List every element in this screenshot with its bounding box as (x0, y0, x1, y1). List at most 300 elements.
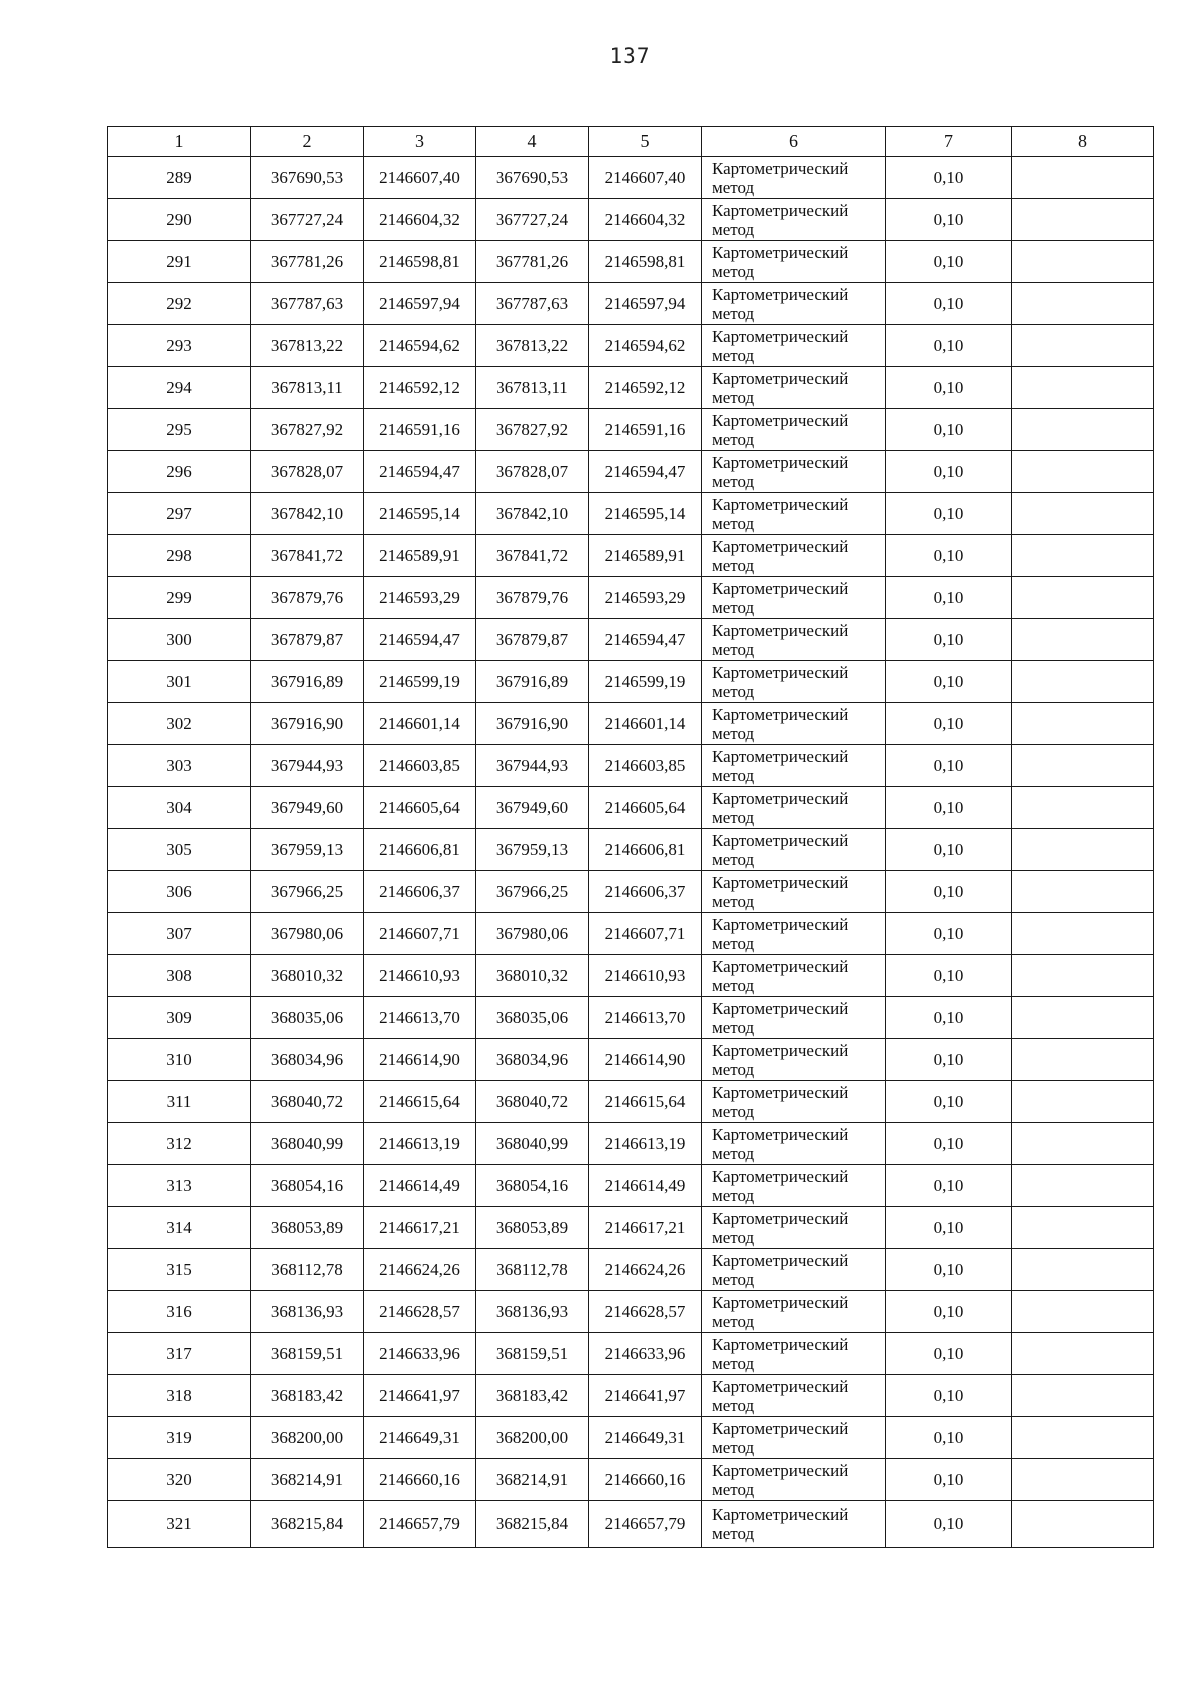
empty-cell (1012, 325, 1154, 367)
table-row (108, 997, 1154, 1039)
x-coordinate-cell: 368035,06 (476, 997, 589, 1039)
method-line-1: Картометрический (712, 326, 849, 346)
method-line-2: метод (712, 1311, 755, 1331)
x-coordinate-cell: 367828,07 (476, 451, 589, 493)
table-row (108, 1123, 1154, 1165)
method-cell (702, 367, 886, 409)
point-number-cell: 299 (108, 577, 251, 619)
x-coordinate-cell: 367781,26 (251, 241, 364, 283)
column-header: 1 (108, 127, 251, 157)
method-line-1: Картометрический (712, 1505, 849, 1524)
x-coordinate-cell: 367944,93 (476, 745, 589, 787)
method-line-1: Картометрический (712, 1460, 849, 1480)
method-line-2: метод (712, 807, 755, 827)
table-row (108, 1291, 1154, 1333)
empty-cell (1012, 1333, 1154, 1375)
x-coordinate-cell: 367949,60 (251, 787, 364, 829)
y-coordinate-cell: 2146605,64 (589, 787, 702, 829)
point-number-cell: 312 (108, 1123, 251, 1165)
table-row (108, 367, 1154, 409)
method-line-2: метод (712, 1524, 755, 1543)
method-line-2: метод (712, 1185, 755, 1205)
column-header: 7 (886, 127, 1012, 157)
y-coordinate-cell: 2146614,49 (364, 1165, 476, 1207)
method-cell (702, 1459, 886, 1501)
method-cell (702, 871, 886, 913)
y-coordinate-cell: 2146591,16 (589, 409, 702, 451)
table-row (108, 745, 1154, 787)
y-coordinate-cell: 2146628,57 (589, 1291, 702, 1333)
empty-cell (1012, 367, 1154, 409)
x-coordinate-cell: 368053,89 (476, 1207, 589, 1249)
empty-cell (1012, 199, 1154, 241)
accuracy-cell: 0,10 (886, 1375, 1012, 1417)
method-line-1: Картометрический (712, 1418, 849, 1438)
accuracy-cell: 0,10 (886, 1165, 1012, 1207)
table-row (108, 493, 1154, 535)
method-line-2: метод (712, 1017, 755, 1037)
y-coordinate-cell: 2146660,16 (364, 1459, 476, 1501)
method-line-2: метод (712, 849, 755, 869)
method-cell (702, 1039, 886, 1081)
y-coordinate-cell: 2146657,79 (589, 1501, 702, 1548)
y-coordinate-cell: 2146610,93 (589, 955, 702, 997)
x-coordinate-cell: 367813,11 (476, 367, 589, 409)
x-coordinate-cell: 367944,93 (251, 745, 364, 787)
table-row (108, 157, 1154, 199)
y-coordinate-cell: 2146614,90 (364, 1039, 476, 1081)
accuracy-cell: 0,10 (886, 787, 1012, 829)
point-number-cell: 290 (108, 199, 251, 241)
accuracy-cell: 0,10 (886, 913, 1012, 955)
point-number-cell: 297 (108, 493, 251, 535)
x-coordinate-cell: 368112,78 (251, 1249, 364, 1291)
method-line-1: Картометрический (712, 242, 849, 262)
point-number-cell: 314 (108, 1207, 251, 1249)
accuracy-cell: 0,10 (886, 1501, 1012, 1548)
point-number-cell: 289 (108, 157, 251, 199)
x-coordinate-cell: 367916,89 (476, 661, 589, 703)
x-coordinate-cell: 367916,90 (476, 703, 589, 745)
table-row (108, 1501, 1154, 1548)
y-coordinate-cell: 2146599,19 (589, 661, 702, 703)
x-coordinate-cell: 368214,91 (476, 1459, 589, 1501)
method-line-1: Картометрический (712, 1124, 849, 1144)
accuracy-cell: 0,10 (886, 1249, 1012, 1291)
x-coordinate-cell: 368112,78 (476, 1249, 589, 1291)
method-line-2: метод (712, 1395, 755, 1415)
method-cell (702, 493, 886, 535)
method-line-1: Картометрический (712, 1376, 849, 1396)
method-cell (702, 409, 886, 451)
empty-cell (1012, 241, 1154, 283)
point-number-cell: 302 (108, 703, 251, 745)
method-cell (702, 1249, 886, 1291)
method-cell (702, 325, 886, 367)
y-coordinate-cell: 2146606,37 (589, 871, 702, 913)
y-coordinate-cell: 2146606,81 (589, 829, 702, 871)
method-line-2: метод (712, 723, 755, 743)
empty-cell (1012, 535, 1154, 577)
method-cell (702, 199, 886, 241)
table-row (108, 661, 1154, 703)
method-line-1: Картометрический (712, 998, 849, 1018)
x-coordinate-cell: 368040,99 (476, 1123, 589, 1165)
y-coordinate-cell: 2146607,40 (364, 157, 476, 199)
point-number-cell: 304 (108, 787, 251, 829)
method-cell (702, 787, 886, 829)
x-coordinate-cell: 367959,13 (476, 829, 589, 871)
y-coordinate-cell: 2146598,81 (364, 241, 476, 283)
y-coordinate-cell: 2146597,94 (364, 283, 476, 325)
accuracy-cell: 0,10 (886, 871, 1012, 913)
point-number-cell: 321 (108, 1501, 251, 1548)
y-coordinate-cell: 2146594,47 (364, 619, 476, 661)
method-line-1: Картометрический (712, 200, 849, 220)
method-line-2: метод (712, 555, 755, 575)
table-row (108, 703, 1154, 745)
method-line-1: Картометрический (712, 662, 849, 682)
y-coordinate-cell: 2146633,96 (364, 1333, 476, 1375)
y-coordinate-cell: 2146604,32 (364, 199, 476, 241)
empty-cell (1012, 1291, 1154, 1333)
y-coordinate-cell: 2146594,62 (364, 325, 476, 367)
table-row (108, 241, 1154, 283)
y-coordinate-cell: 2146607,71 (364, 913, 476, 955)
y-coordinate-cell: 2146615,64 (589, 1081, 702, 1123)
point-number-cell: 291 (108, 241, 251, 283)
x-coordinate-cell: 368183,42 (251, 1375, 364, 1417)
method-line-2: метод (712, 1059, 755, 1079)
method-cell (702, 535, 886, 577)
method-cell (702, 157, 886, 199)
y-coordinate-cell: 2146649,31 (364, 1417, 476, 1459)
point-number-cell: 306 (108, 871, 251, 913)
x-coordinate-cell: 367781,26 (476, 241, 589, 283)
method-line-2: метод (712, 471, 755, 491)
empty-cell (1012, 1459, 1154, 1501)
x-coordinate-cell: 367980,06 (251, 913, 364, 955)
method-line-2: метод (712, 303, 755, 323)
method-line-1: Картометрический (712, 956, 849, 976)
method-cell (702, 913, 886, 955)
point-number-cell: 298 (108, 535, 251, 577)
empty-cell (1012, 829, 1154, 871)
y-coordinate-cell: 2146595,14 (589, 493, 702, 535)
empty-cell (1012, 913, 1154, 955)
accuracy-cell: 0,10 (886, 619, 1012, 661)
method-line-2: метод (712, 387, 755, 407)
point-number-cell: 292 (108, 283, 251, 325)
method-cell (702, 1375, 886, 1417)
method-line-2: метод (712, 681, 755, 701)
x-coordinate-cell: 367879,87 (476, 619, 589, 661)
y-coordinate-cell: 2146603,85 (589, 745, 702, 787)
x-coordinate-cell: 368035,06 (251, 997, 364, 1039)
empty-cell (1012, 451, 1154, 493)
method-line-1: Картометрический (712, 746, 849, 766)
x-coordinate-cell: 367879,76 (476, 577, 589, 619)
x-coordinate-cell: 368200,00 (476, 1417, 589, 1459)
y-coordinate-cell: 2146607,71 (589, 913, 702, 955)
y-coordinate-cell: 2146593,29 (589, 577, 702, 619)
column-header: 8 (1012, 127, 1154, 157)
y-coordinate-cell: 2146614,49 (589, 1165, 702, 1207)
x-coordinate-cell: 367827,92 (251, 409, 364, 451)
point-number-cell: 303 (108, 745, 251, 787)
method-cell (702, 241, 886, 283)
x-coordinate-cell: 368183,42 (476, 1375, 589, 1417)
x-coordinate-cell: 368215,84 (251, 1501, 364, 1548)
column-header: 4 (476, 127, 589, 157)
x-coordinate-cell: 367916,90 (251, 703, 364, 745)
empty-cell (1012, 1249, 1154, 1291)
point-number-cell: 295 (108, 409, 251, 451)
accuracy-cell: 0,10 (886, 1291, 1012, 1333)
empty-cell (1012, 1165, 1154, 1207)
accuracy-cell: 0,10 (886, 745, 1012, 787)
x-coordinate-cell: 368040,72 (251, 1081, 364, 1123)
y-coordinate-cell: 2146604,32 (589, 199, 702, 241)
x-coordinate-cell: 367841,72 (251, 535, 364, 577)
x-coordinate-cell: 367879,87 (251, 619, 364, 661)
y-coordinate-cell: 2146613,19 (589, 1123, 702, 1165)
y-coordinate-cell: 2146617,21 (364, 1207, 476, 1249)
method-line-1: Картометрический (712, 284, 849, 304)
method-cell (702, 661, 886, 703)
y-coordinate-cell: 2146601,14 (589, 703, 702, 745)
accuracy-cell: 0,10 (886, 1039, 1012, 1081)
x-coordinate-cell: 367813,22 (476, 325, 589, 367)
empty-cell (1012, 1375, 1154, 1417)
x-coordinate-cell: 367841,72 (476, 535, 589, 577)
accuracy-cell: 0,10 (886, 577, 1012, 619)
x-coordinate-cell: 367842,10 (251, 493, 364, 535)
x-coordinate-cell: 368159,51 (251, 1333, 364, 1375)
accuracy-cell: 0,10 (886, 661, 1012, 703)
y-coordinate-cell: 2146615,64 (364, 1081, 476, 1123)
y-coordinate-cell: 2146628,57 (364, 1291, 476, 1333)
x-coordinate-cell: 368054,16 (476, 1165, 589, 1207)
method-cell (702, 745, 886, 787)
method-line-1: Картометрический (712, 914, 849, 934)
method-cell (702, 1123, 886, 1165)
method-line-1: Картометрический (712, 788, 849, 808)
point-number-cell: 308 (108, 955, 251, 997)
x-coordinate-cell: 367690,53 (251, 157, 364, 199)
method-line-1: Картометрический (712, 872, 849, 892)
x-coordinate-cell: 368054,16 (251, 1165, 364, 1207)
point-number-cell: 309 (108, 997, 251, 1039)
table-row (108, 913, 1154, 955)
table-row (108, 325, 1154, 367)
column-header: 3 (364, 127, 476, 157)
table-row (108, 1207, 1154, 1249)
empty-cell (1012, 787, 1154, 829)
accuracy-cell: 0,10 (886, 1081, 1012, 1123)
method-line-1: Картометрический (712, 620, 849, 640)
method-line-1: Картометрический (712, 1292, 849, 1312)
accuracy-cell: 0,10 (886, 1459, 1012, 1501)
y-coordinate-cell: 2146613,19 (364, 1123, 476, 1165)
method-cell (702, 955, 886, 997)
point-number-cell: 320 (108, 1459, 251, 1501)
table-row (108, 283, 1154, 325)
x-coordinate-cell: 367879,76 (251, 577, 364, 619)
x-coordinate-cell: 368200,00 (251, 1417, 364, 1459)
accuracy-cell: 0,10 (886, 955, 1012, 997)
method-line-1: Картометрический (712, 1208, 849, 1228)
method-line-2: метод (712, 513, 755, 533)
table-header-row (108, 127, 1154, 157)
y-coordinate-cell: 2146603,85 (364, 745, 476, 787)
method-line-2: метод (712, 891, 755, 911)
empty-cell (1012, 1081, 1154, 1123)
x-coordinate-cell: 368215,84 (476, 1501, 589, 1548)
y-coordinate-cell: 2146606,81 (364, 829, 476, 871)
y-coordinate-cell: 2146624,26 (589, 1249, 702, 1291)
empty-cell (1012, 955, 1154, 997)
x-coordinate-cell: 368214,91 (251, 1459, 364, 1501)
accuracy-cell: 0,10 (886, 1333, 1012, 1375)
method-cell (702, 283, 886, 325)
accuracy-cell: 0,10 (886, 409, 1012, 451)
point-number-cell: 305 (108, 829, 251, 871)
method-cell (702, 1081, 886, 1123)
point-number-cell: 311 (108, 1081, 251, 1123)
column-header: 5 (589, 127, 702, 157)
y-coordinate-cell: 2146606,37 (364, 871, 476, 913)
y-coordinate-cell: 2146613,70 (364, 997, 476, 1039)
method-cell (702, 1501, 886, 1548)
empty-cell (1012, 619, 1154, 661)
x-coordinate-cell: 368034,96 (476, 1039, 589, 1081)
y-coordinate-cell: 2146641,97 (364, 1375, 476, 1417)
y-coordinate-cell: 2146592,12 (364, 367, 476, 409)
point-number-cell: 300 (108, 619, 251, 661)
method-line-2: метод (712, 345, 755, 365)
method-line-2: метод (712, 1353, 755, 1373)
method-line-1: Картометрический (712, 1166, 849, 1186)
empty-cell (1012, 997, 1154, 1039)
x-coordinate-cell: 367787,63 (251, 283, 364, 325)
point-number-cell: 318 (108, 1375, 251, 1417)
method-line-2: метод (712, 219, 755, 239)
x-coordinate-cell: 367727,24 (251, 199, 364, 241)
table-row (108, 1039, 1154, 1081)
accuracy-cell: 0,10 (886, 1417, 1012, 1459)
method-line-2: метод (712, 261, 755, 281)
accuracy-cell: 0,10 (886, 157, 1012, 199)
method-cell (702, 703, 886, 745)
x-coordinate-cell: 367787,63 (476, 283, 589, 325)
y-coordinate-cell: 2146597,94 (589, 283, 702, 325)
accuracy-cell: 0,10 (886, 199, 1012, 241)
x-coordinate-cell: 367842,10 (476, 493, 589, 535)
method-line-2: метод (712, 933, 755, 953)
table-row (108, 619, 1154, 661)
x-coordinate-cell: 368040,99 (251, 1123, 364, 1165)
y-coordinate-cell: 2146613,70 (589, 997, 702, 1039)
accuracy-cell: 0,10 (886, 493, 1012, 535)
point-number-cell: 294 (108, 367, 251, 409)
method-line-2: метод (712, 177, 755, 197)
table-row (108, 1459, 1154, 1501)
method-line-2: метод (712, 975, 755, 995)
page-number: 137 (609, 44, 651, 68)
point-number-cell: 315 (108, 1249, 251, 1291)
coordinates-table (107, 126, 1154, 1548)
x-coordinate-cell: 367690,53 (476, 157, 589, 199)
method-line-1: Картометрический (712, 410, 849, 430)
empty-cell (1012, 871, 1154, 913)
method-line-2: метод (712, 1227, 755, 1247)
table-row (108, 451, 1154, 493)
y-coordinate-cell: 2146601,14 (364, 703, 476, 745)
y-coordinate-cell: 2146591,16 (364, 409, 476, 451)
method-line-2: метод (712, 597, 755, 617)
table-row (108, 1165, 1154, 1207)
y-coordinate-cell: 2146624,26 (364, 1249, 476, 1291)
method-line-1: Картометрический (712, 830, 849, 850)
empty-cell (1012, 1417, 1154, 1459)
point-number-cell: 313 (108, 1165, 251, 1207)
table-row (108, 1375, 1154, 1417)
x-coordinate-cell: 367727,24 (476, 199, 589, 241)
method-line-1: Картометрический (712, 452, 849, 472)
y-coordinate-cell: 2146660,16 (589, 1459, 702, 1501)
x-coordinate-cell: 367980,06 (476, 913, 589, 955)
point-number-cell: 307 (108, 913, 251, 955)
table-body (108, 157, 1154, 1548)
x-coordinate-cell: 367828,07 (251, 451, 364, 493)
y-coordinate-cell: 2146592,12 (589, 367, 702, 409)
method-line-1: Картометрический (712, 368, 849, 388)
method-line-2: метод (712, 1437, 755, 1457)
table-row (108, 787, 1154, 829)
y-coordinate-cell: 2146633,96 (589, 1333, 702, 1375)
method-cell (702, 829, 886, 871)
y-coordinate-cell: 2146595,14 (364, 493, 476, 535)
method-line-1: Картометрический (712, 1334, 849, 1354)
y-coordinate-cell: 2146610,93 (364, 955, 476, 997)
point-number-cell: 310 (108, 1039, 251, 1081)
y-coordinate-cell: 2146607,40 (589, 157, 702, 199)
x-coordinate-cell: 368010,32 (251, 955, 364, 997)
empty-cell (1012, 283, 1154, 325)
point-number-cell: 296 (108, 451, 251, 493)
empty-cell (1012, 745, 1154, 787)
x-coordinate-cell: 367827,92 (476, 409, 589, 451)
empty-cell (1012, 1207, 1154, 1249)
method-cell (702, 1333, 886, 1375)
method-line-1: Картометрический (712, 158, 849, 178)
x-coordinate-cell: 367959,13 (251, 829, 364, 871)
y-coordinate-cell: 2146649,31 (589, 1417, 702, 1459)
empty-cell (1012, 577, 1154, 619)
x-coordinate-cell: 367949,60 (476, 787, 589, 829)
x-coordinate-cell: 368034,96 (251, 1039, 364, 1081)
table-row (108, 535, 1154, 577)
accuracy-cell: 0,10 (886, 325, 1012, 367)
table-row (108, 1081, 1154, 1123)
table-row (108, 577, 1154, 619)
method-cell (702, 1165, 886, 1207)
method-line-2: метод (712, 1479, 755, 1499)
method-cell (702, 451, 886, 493)
y-coordinate-cell: 2146594,47 (589, 619, 702, 661)
y-coordinate-cell: 2146593,29 (364, 577, 476, 619)
